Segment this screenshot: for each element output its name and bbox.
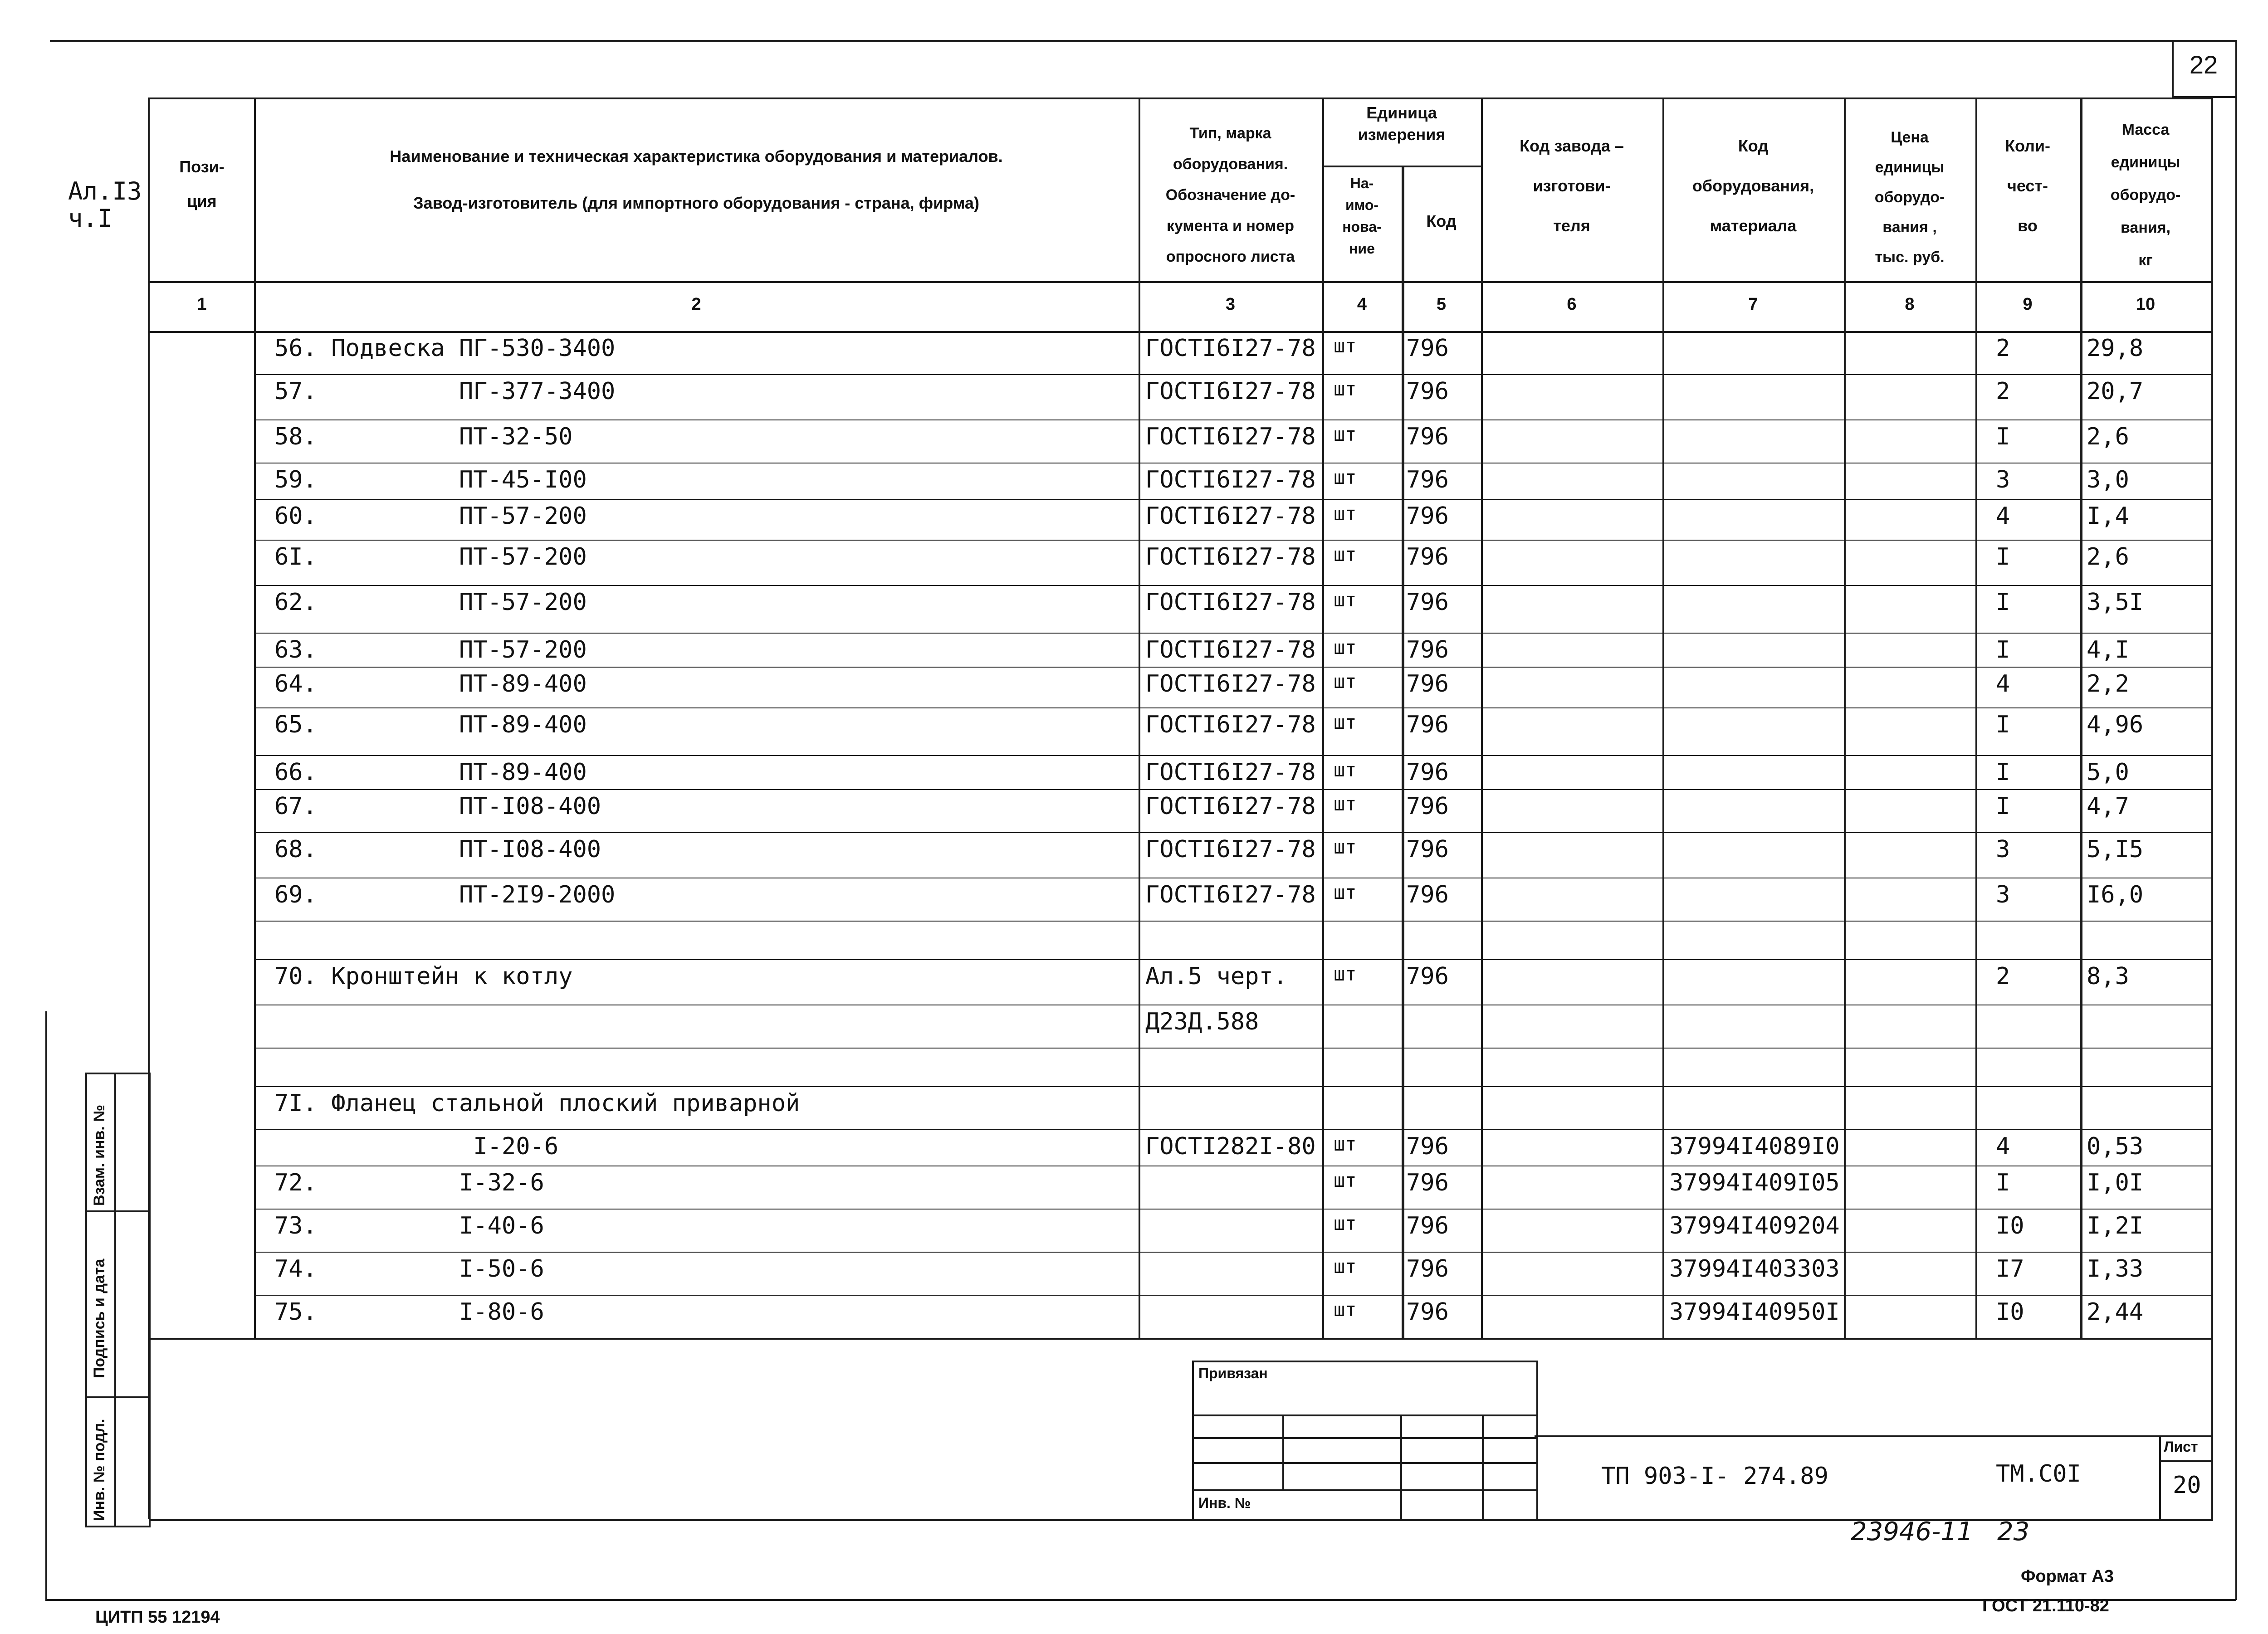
row-line-8 <box>254 667 2211 668</box>
row-7-unit-code: 796 <box>1406 589 1449 616</box>
column-line-9 <box>2080 98 2082 1338</box>
privyazan-h3 <box>1194 1462 1536 1464</box>
row-14-unit-mass: I6,0 <box>2087 881 2144 908</box>
frame-bottom <box>45 1599 2236 1601</box>
row-10-unit-name: шт <box>1334 711 1357 733</box>
row-4-quantity: 3 <box>1996 466 2010 493</box>
row-8-quantity: I <box>1996 636 2010 663</box>
row-23-item-name: 74. I-50-6 <box>274 1255 544 1283</box>
side-label-line1: Ал.I3 <box>68 177 142 205</box>
row-13-unit-code: 796 <box>1406 836 1449 863</box>
row-16-unit-name: шт <box>1334 963 1357 985</box>
row-line-21 <box>254 1209 2211 1210</box>
row-20-doc-reference: ГОСТI282I-80 <box>1145 1133 1316 1160</box>
row-11-doc-reference: ГОСТI6I27-78 <box>1145 759 1316 786</box>
column-line-3 <box>1322 98 1324 1338</box>
row-22-equipment-code: 37994I409204 <box>1669 1212 1840 1239</box>
row-1-unit-mass: 29,8 <box>2087 335 2144 362</box>
row-22-unit-code: 796 <box>1406 1212 1449 1239</box>
table-top-border <box>148 98 2213 99</box>
column-number-3: 3 <box>1225 295 1236 314</box>
row-13-unit-name: шт <box>1334 836 1357 858</box>
row-20-item-name: I-20-6 <box>274 1133 559 1160</box>
row-5-unit-name: шт <box>1334 502 1357 525</box>
privyazan-label: Привязан <box>1198 1365 1268 1381</box>
row-6-unit-code: 796 <box>1406 543 1449 571</box>
row-11-unit-name: шт <box>1334 759 1357 781</box>
row-line-4 <box>254 499 2211 500</box>
side-stamp-divider <box>114 1074 116 1526</box>
privyazan-v2 <box>1400 1415 1402 1521</box>
row-16-unit-mass: 8,3 <box>2087 963 2129 990</box>
frame-left <box>45 1011 47 1601</box>
row-22-quantity: I0 <box>1996 1212 2024 1239</box>
row-10-doc-reference: ГОСТI6I27-78 <box>1145 711 1316 738</box>
row-4-doc-reference: ГОСТI6I27-78 <box>1145 466 1316 493</box>
row-16-unit-code: 796 <box>1406 963 1449 990</box>
column-line-4 <box>1402 166 1404 1338</box>
row-3-item-name: 58. ПТ-32-50 <box>274 423 573 450</box>
row-22-unit-name: шт <box>1334 1212 1357 1234</box>
row-4-item-name: 59. ПТ-45-I00 <box>274 466 587 493</box>
row-9-unit-code: 796 <box>1406 670 1449 697</box>
row-9-unit-name: шт <box>1334 670 1357 693</box>
list-number: 20 <box>2173 1472 2201 1499</box>
row-8-item-name: 63. ПТ-57-200 <box>274 636 587 663</box>
row-line-22 <box>254 1252 2211 1253</box>
header-position: Пози- ция <box>179 157 225 210</box>
table-bottom-line <box>148 1338 2213 1340</box>
row-5-unit-mass: I,4 <box>2087 502 2129 530</box>
column-number-5: 5 <box>1436 295 1447 314</box>
row-line-12 <box>254 832 2211 833</box>
row-2-quantity: 2 <box>1996 378 2010 405</box>
row-line-10 <box>254 755 2211 756</box>
row-1-quantity: 2 <box>1996 335 2010 362</box>
column-number-4: 4 <box>1357 295 1367 314</box>
row-10-item-name: 65. ПТ-89-400 <box>274 711 587 738</box>
row-3-doc-reference: ГОСТI6I27-78 <box>1145 423 1316 450</box>
column-number-7: 7 <box>1748 295 1758 314</box>
row-21-quantity: I <box>1996 1169 2010 1196</box>
row-8-doc-reference: ГОСТI6I27-78 <box>1145 636 1316 663</box>
side-stamp <box>85 1073 151 1527</box>
column-line-7 <box>1844 98 1846 1338</box>
row-line-17 <box>254 1048 2211 1049</box>
header-name-line2: Завод-изготовитель (для импортного оборудования - страна, фирма) <box>413 194 979 212</box>
row-14-item-name: 69. ПТ-2I9-2000 <box>274 881 616 908</box>
row-20-unit-code: 796 <box>1406 1133 1449 1160</box>
row-24-quantity: I0 <box>1996 1298 2024 1326</box>
row-2-item-name: 57. ПГ-377-3400 <box>274 378 616 405</box>
row-2-unit-code: 796 <box>1406 378 1449 405</box>
row-3-quantity: I <box>1996 423 2010 450</box>
row-3-unit-mass: 2,6 <box>2087 423 2129 450</box>
list-label: Лист <box>2164 1439 2198 1455</box>
row-7-unit-mass: 3,5I <box>2087 589 2144 616</box>
row-22-item-name: 73. I-40-6 <box>274 1212 544 1239</box>
row-22-unit-mass: I,2I <box>2087 1212 2144 1239</box>
side-stamp-row1 <box>87 1210 149 1212</box>
row-5-item-name: 60. ПТ-57-200 <box>274 502 587 530</box>
gost-label: ГОСТ 21.110-82 <box>1982 1596 2109 1615</box>
row-10-quantity: I <box>1996 711 2010 738</box>
row-line-15 <box>254 959 2211 960</box>
row-12-doc-reference: ГОСТI6I27-78 <box>1145 793 1316 820</box>
row-21-unit-name: шт <box>1334 1169 1357 1191</box>
row-12-unit-code: 796 <box>1406 793 1449 820</box>
row-12-unit-name: шт <box>1334 793 1357 815</box>
row-6-doc-reference: ГОСТI6I27-78 <box>1145 543 1316 571</box>
doc-code: ТМ.С0I <box>1996 1460 2081 1488</box>
sheet-number-top: 22 <box>2189 50 2218 79</box>
header-price: Цена единицы оборудо- вания , тыс. руб. <box>1874 129 1945 266</box>
row-line-18 <box>254 1086 2211 1087</box>
header-unit-code: Код <box>1426 212 1457 230</box>
column-number-1: 1 <box>197 295 207 314</box>
row-line-6 <box>254 585 2211 586</box>
side-stamp-signature-date: Подпись и дата <box>91 1258 108 1378</box>
row-2-doc-reference: ГОСТI6I27-78 <box>1145 378 1316 405</box>
privyazan-v1 <box>1282 1415 1284 1489</box>
row-11-item-name: 66. ПТ-89-400 <box>274 759 587 786</box>
row-7-item-name: 62. ПТ-57-200 <box>274 589 587 616</box>
row-21-equipment-code: 37994I409I05 <box>1669 1169 1840 1196</box>
column-number-10: 10 <box>2136 295 2156 314</box>
row-12-quantity: I <box>1996 793 2010 820</box>
row-14-quantity: 3 <box>1996 881 2010 908</box>
row-4-unit-code: 796 <box>1406 466 1449 493</box>
row-7-doc-reference: ГОСТI6I27-78 <box>1145 589 1316 616</box>
inv-no-label: Инв. № <box>1198 1495 1251 1511</box>
row-23-unit-name: шт <box>1334 1255 1357 1278</box>
row-24-unit-code: 796 <box>1406 1298 1449 1326</box>
doc-designation: ТП 903-I- 274.89 <box>1601 1463 1828 1490</box>
row-14-unit-name: шт <box>1334 881 1357 903</box>
row-11-unit-mass: 5,0 <box>2087 759 2129 786</box>
column-line-5 <box>1481 98 1483 1338</box>
row-1-item-name: 56. Подвеска ПГ-530-3400 <box>274 335 616 362</box>
column-number-2: 2 <box>691 295 701 314</box>
row-1-unit-code: 796 <box>1406 335 1449 362</box>
row-line-14 <box>254 921 2211 922</box>
side-stamp-row2 <box>87 1396 149 1398</box>
row-20-equipment-code: 37994I4089I0 <box>1669 1133 1840 1160</box>
row-6-quantity: I <box>1996 543 2010 571</box>
row-10-unit-mass: 4,96 <box>2087 711 2144 738</box>
header-factory-code: Код завода – изготови- теля <box>1520 137 1624 235</box>
row-10-unit-code: 796 <box>1406 711 1449 738</box>
row-14-doc-reference: ГОСТI6I27-78 <box>1145 881 1316 908</box>
column-number-bottom-line <box>148 331 2213 333</box>
row-24-item-name: 75. I-80-6 <box>274 1298 544 1326</box>
row-3-unit-name: шт <box>1334 423 1357 445</box>
column-number-6: 6 <box>1567 295 1577 314</box>
header-name-line1: Наименование и техническая характеристика оборудования и материалов. <box>390 147 1003 166</box>
row-21-item-name: 72. I-32-6 <box>274 1169 544 1196</box>
row-7-unit-name: шт <box>1334 589 1357 611</box>
list-box-divider <box>2161 1460 2213 1462</box>
column-line-6 <box>1662 98 1664 1338</box>
row-5-unit-code: 796 <box>1406 502 1449 530</box>
column-line-1 <box>254 98 256 1338</box>
row-12-unit-mass: 4,7 <box>2087 793 2129 820</box>
header-doc: Тип, марка оборудования. Обозначение до- кумента и номер опросного листа <box>1165 125 1295 265</box>
row-20-unit-name: шт <box>1334 1133 1357 1155</box>
row-9-item-name: 64. ПТ-89-400 <box>274 670 587 697</box>
privyazan-h1 <box>1194 1415 1536 1416</box>
row-17-doc-reference: Д23Д.588 <box>1145 1008 1259 1035</box>
header-bottom-line <box>148 281 2213 283</box>
frame-right <box>2235 40 2237 1600</box>
row-13-doc-reference: ГОСТI6I27-78 <box>1145 836 1316 863</box>
row-16-item-name: 70. Кронштейн к котлу <box>274 963 573 990</box>
row-3-unit-code: 796 <box>1406 423 1449 450</box>
side-stamp-inv-orig: Инв. № подл. <box>91 1419 108 1521</box>
privyazan-h2 <box>1194 1437 1536 1439</box>
row-13-quantity: 3 <box>1996 836 2010 863</box>
row-11-unit-code: 796 <box>1406 759 1449 786</box>
row-12-item-name: 67. ПТ-I08-400 <box>274 793 601 820</box>
row-line-5 <box>254 540 2211 541</box>
column-line-2 <box>1139 98 1140 1338</box>
privyazan-box <box>1192 1361 1538 1521</box>
side-label-line2: ч.I <box>68 204 112 233</box>
row-4-unit-mass: 3,0 <box>2087 466 2129 493</box>
side-stamp-replace-inv: Взам. инв. № <box>91 1104 108 1206</box>
row-14-unit-code: 796 <box>1406 881 1449 908</box>
header-equipment-code: Код оборудования, материала <box>1692 137 1814 235</box>
row-line-7 <box>254 633 2211 634</box>
row-21-unit-mass: I,0I <box>2087 1169 2144 1196</box>
row-1-doc-reference: ГОСТI6I27-78 <box>1145 335 1316 362</box>
row-13-item-name: 68. ПТ-I08-400 <box>274 836 601 863</box>
privyazan-h4 <box>1194 1489 1536 1491</box>
row-23-equipment-code: 37994I403303 <box>1669 1255 1840 1283</box>
header-quantity: Коли- чест- во <box>2004 137 2051 235</box>
table-right-border <box>2211 98 2213 1338</box>
row-24-unit-name: шт <box>1334 1298 1357 1321</box>
row-20-unit-mass: 0,53 <box>2087 1133 2144 1160</box>
row-2-unit-name: шт <box>1334 378 1357 400</box>
row-24-unit-mass: 2,44 <box>2087 1298 2144 1326</box>
row-20-quantity: 4 <box>1996 1133 2010 1160</box>
row-5-doc-reference: ГОСТI6I27-78 <box>1145 502 1316 530</box>
frame-top <box>50 40 2235 42</box>
row-2-unit-mass: 20,7 <box>2087 378 2144 405</box>
row-13-unit-mass: 5,I5 <box>2087 836 2144 863</box>
row-line-19 <box>254 1129 2211 1130</box>
row-8-unit-code: 796 <box>1406 636 1449 663</box>
row-24-equipment-code: 37994I40950I <box>1669 1298 1840 1326</box>
row-11-quantity: I <box>1996 759 2010 786</box>
row-8-unit-name: шт <box>1334 636 1357 658</box>
row-7-quantity: I <box>1996 589 2010 616</box>
row-6-item-name: 6I. ПТ-57-200 <box>274 543 587 571</box>
column-number-8: 8 <box>1905 295 1915 314</box>
column-line-8 <box>1975 98 1977 1338</box>
row-9-quantity: 4 <box>1996 670 2010 697</box>
row-8-unit-mass: 4,I <box>2087 636 2129 663</box>
row-1-unit-name: шт <box>1334 335 1357 357</box>
row-23-quantity: I7 <box>1996 1255 2024 1283</box>
row-line-1 <box>254 374 2211 375</box>
row-16-quantity: 2 <box>1996 963 2010 990</box>
row-6-unit-name: шт <box>1334 543 1357 566</box>
row-line-2 <box>254 419 2211 420</box>
bottom-left-code: ЦИТП 55 12194 <box>95 1608 220 1627</box>
row-16-doc-reference: Ал.5 черт. <box>1145 963 1288 990</box>
handwritten-number: 23946-11 23 <box>1851 1517 2030 1546</box>
row-5-quantity: 4 <box>1996 502 2010 530</box>
row-line-23 <box>254 1295 2211 1296</box>
row-23-unit-code: 796 <box>1406 1255 1449 1283</box>
row-9-doc-reference: ГОСТI6I27-78 <box>1145 670 1316 697</box>
row-6-unit-mass: 2,6 <box>2087 543 2129 571</box>
column-number-9: 9 <box>2023 295 2033 314</box>
row-line-9 <box>254 707 2211 708</box>
format-label: Формат А3 <box>2021 1567 2114 1586</box>
row-4-unit-name: шт <box>1334 466 1357 488</box>
header-mass: Масса единицы оборудо- вания, кг <box>2110 121 2181 269</box>
row-23-unit-mass: I,33 <box>2087 1255 2144 1283</box>
row-21-unit-code: 796 <box>1406 1169 1449 1196</box>
row-19-item-name: 7I. Фланец стальной плоский приварной <box>274 1090 800 1117</box>
header-unit-name: На- имо- нова- ние <box>1342 175 1382 257</box>
privyazan-v3 <box>1482 1415 1484 1521</box>
header-unit-group: Единица измерения <box>1358 103 1446 144</box>
row-line-11 <box>254 789 2211 790</box>
row-9-unit-mass: 2,2 <box>2087 670 2129 697</box>
